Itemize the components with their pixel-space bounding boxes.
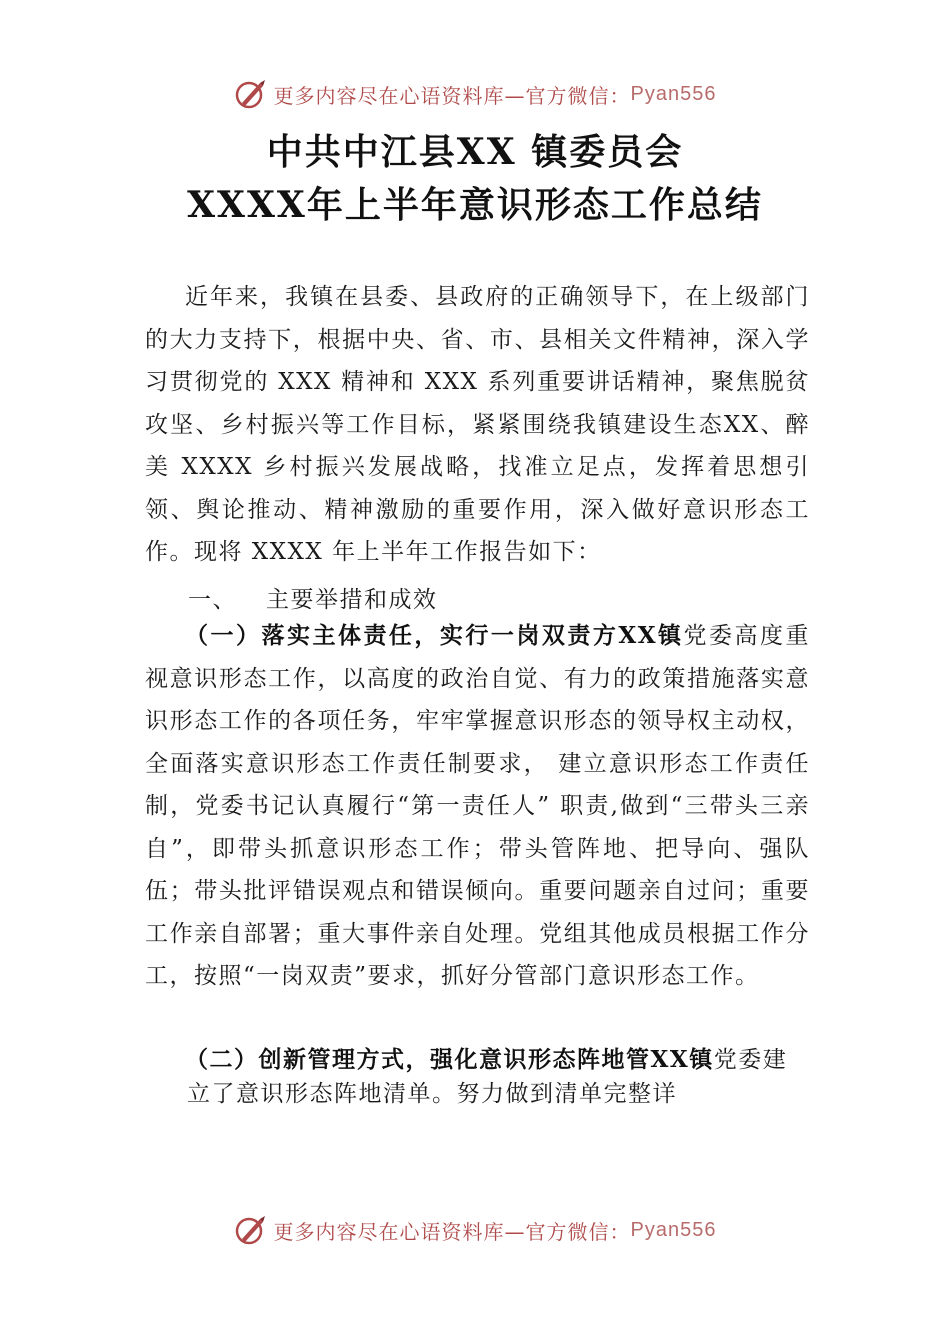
watermark-header: [0, 74, 950, 114]
document-title-line1: 中共中江县XX 镇委员会: [266, 131, 684, 173]
section-number: 一、: [188, 587, 237, 613]
quill-pen-logo-icon: [234, 77, 268, 111]
item2-paragraph: [145, 1043, 810, 1077]
watermark-text: 更多内容尽在心语资料库—官方微信：: [273, 83, 631, 108]
item1-text: 党委高度重视意识形态工作，以高度的政治自觉、有力的政策措施落实意识形态工作的各项任务，牢牢掌握意识形态的领导权主动权，全面落实意识形态工作责任制要求， 建立意识形态工作责任制，党委书记认真履行“第一责任人” 职责,做到“三带头三亲自”，即带头抓意识形态工作；带头管阵地、把导向、强队伍；带头批评错误观点和错误倾向。重要问题亲自过问；重要工作亲自部署；重大事件亲自处理。党组其他成员根据工作分工，按照“一岗双责”要求，抓好分管部门意识形态工作。: [145, 623, 810, 989]
watermark-id: Pyan556: [630, 1218, 717, 1241]
section-title: 主要举措和成效: [266, 587, 438, 613]
watermark-footer: [0, 1210, 950, 1250]
intro-paragraph: 近年来，我镇在县委、县政府的正确领导下，在上级部门的大力支持下，根据中央、省、市、县相关文件精神，深入学习贯彻党的 XXX 精神和 XXX 系列重要讲话精神，聚焦脱贫攻坚、乡村振兴等工作目标，紧紧围绕我镇建设生态XX、醉美 XXXX 乡村振兴发展战略，找准立足点，发挥着思想引领、舆论推动、精神激励的重要作用，深入做好意识形态工作。现将 XXXX 年上半年工作报告如下：: [145, 284, 810, 565]
item2-heading: （二）创新管理方式，强化意识形态阵地管XX镇: [185, 1046, 714, 1073]
section-heading-1: [188, 580, 438, 620]
document-title-line2: XXXX年上半年意识形态工作总结: [187, 184, 763, 226]
watermark-id: Pyan556: [630, 82, 717, 105]
quill-pen-logo-icon: [234, 1213, 268, 1247]
item1-paragraph: [145, 615, 810, 998]
item1-heading: （一）落实主体责任，实行一岗双责方XX镇: [185, 622, 684, 649]
item2-text: 党委建: [713, 1047, 788, 1073]
watermark-text: 更多内容尽在心语资料库—官方微信：: [273, 1219, 631, 1244]
item2-continuation: 立了意识形态阵地清单。努力做到清单完整详: [187, 1081, 677, 1107]
